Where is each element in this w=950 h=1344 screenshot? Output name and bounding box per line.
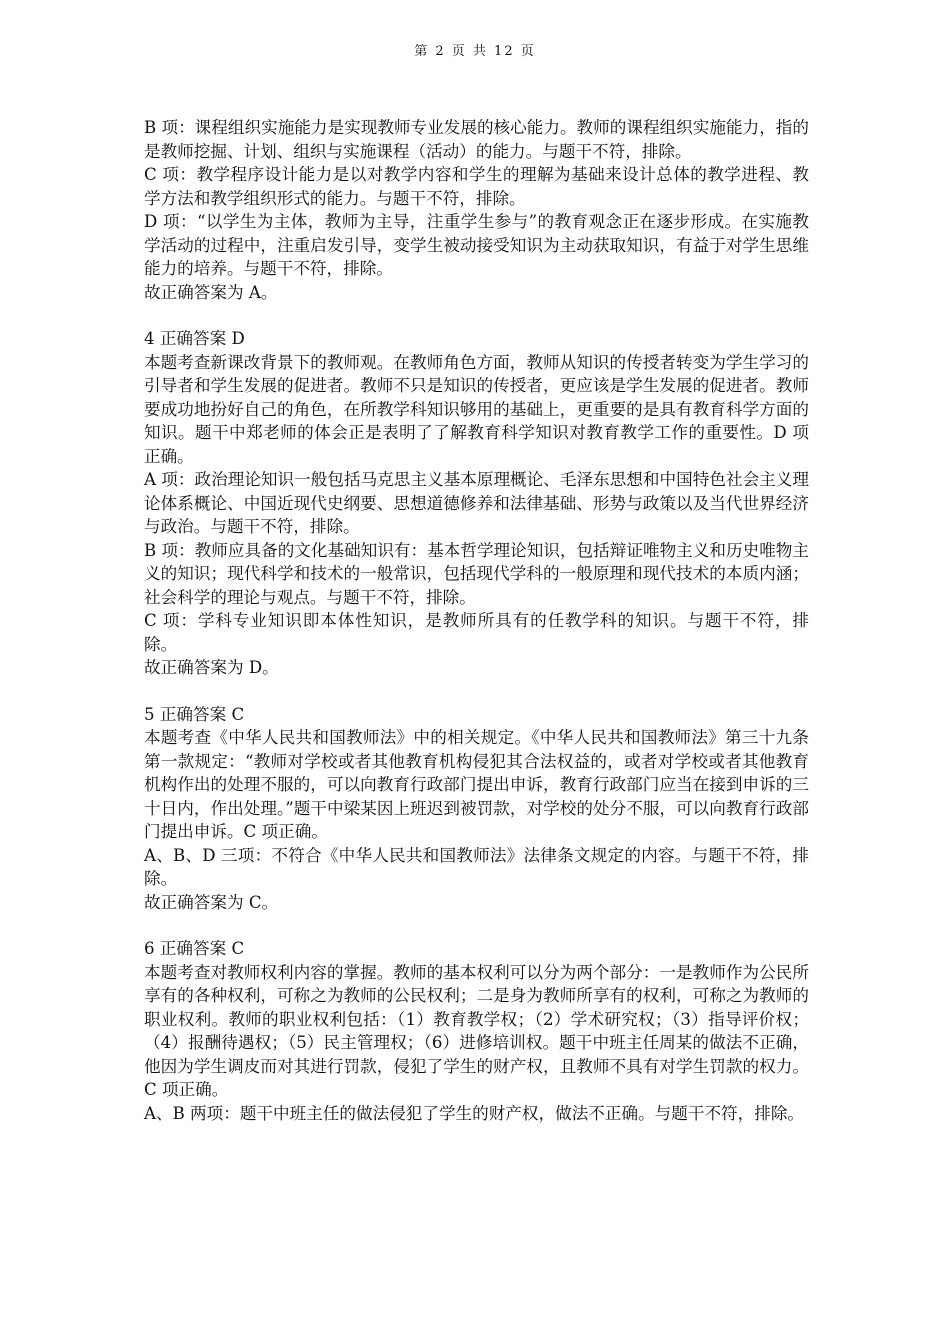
answer-heading: 5 正确答案 C [144, 704, 245, 724]
answer-heading: 4 正确答案 D [144, 329, 245, 348]
paragraph-gap [144, 304, 809, 327]
answer-heading: 6 正确答案 C [144, 939, 245, 958]
paragraph-gap [144, 914, 809, 937]
document-body [144, 116, 809, 1125]
paragraph: A 项：政治理论知识一般包括马克思主义基本原理概论、毛泽东思想和中国特色社会主义理论体系概论、中国近现代史纲要、思想道德修养和法律基础、形势与政策以及当代世界经济与政治。与题干不符，排除。 [144, 470, 809, 536]
page-indicator: 第 2 页 共 12 页 [414, 44, 536, 59]
paragraph: 故正确答案为 C。 [144, 892, 279, 912]
paragraph: A、B、D 三项：不符合《中华人民共和国教师法》法律条文规定的内容。与题干不符，排除。 [144, 845, 809, 888]
paragraph: D 项：“以学生为主体，教师为主导，注重学生参与”的教育观念正在逐步形成。在实施教学活动的过程中，注重启发引导，变学生被动接受知识为主动获取知识，有益于对学生思维能力的培养。与题干不符，排除。 [144, 212, 809, 278]
paragraph: B 项：课程组织实施能力是实现教师专业发展的核心能力。教师的课程组织实施能力，指的是教师挖掘、计划、组织与实施课程（活动）的能力。与题干不符，排除。 [144, 118, 809, 161]
paragraph: A、B 两项：题干中班主任的做法侵犯了学生的财产权，做法不正确。与题干不符，排除。 [144, 1103, 805, 1123]
paragraph: C 项：教学程序设计能力是以对教学内容和学生的理解为基础来设计总体的教学进程、教学方法和教学组织形式的能力。与题干不符，排除。 [144, 165, 809, 208]
paragraph: 本题考查《中华人民共和国教师法》中的相关规定。《中华人民共和国教师法》第三十九条第一款规定：“教师对学校或者其他教育机构侵犯其合法权益的，或者对学校或者其他教育机构作出的处理不服的，可以向教育行政部门提出申诉，教育行政部门应当在接到申诉的三十日内，作出处理。”题干中梁某因上班迟到被罚款，对学校的处分不服，可以向教育行政部门提出申诉。C 项正确。 [144, 728, 809, 841]
paragraph: C 项：学科专业知识即本体性知识，是教师所具有的任教学科的知识。与题干不符，排除。 [144, 611, 809, 654]
paragraph: 本题考查对教师权利内容的掌握。教师的基本权利可以分为两个部分：一是教师作为公民所享有的各种权利，可称之为教师的公民权利；二是身为教师所享有的权利，可称之为教师的职业权利。教师的职业权利包括：（1）教育教学权；（2）学术研究权；（3）指导评价权；（4）报酬待遇权；（5）民主管理权；（6）进修培训权。题干中班主任周某的做法不正确，他因为学生调皮而对其进行罚款，侵犯了学生的财产权，且教师不具有对学生罚款的权力。C 项正确。 [144, 962, 809, 1099]
paragraph: 本题考查新课改背景下的教师观。在教师角色方面，教师从知识的传授者转变为学生学习的引导者和学生发展的促进者。教师不只是知识的传授者，更应该是学生发展的促进者。教师要成功地扮好自己的角色，在所教学科知识够用的基础上，更重要的是具有教育科学方面的知识。题干中郑老师的体会正是表明了了解教育科学知识对教育教学工作的重要性。D 项正确。 [144, 352, 809, 466]
paragraph: B 项：教师应具备的文化基础知识有：基本哲学理论知识，包括辩证唯物主义和历史唯物主义的知识；现代科学和技术的一般常识，包括现代学科的一般原理和现代技术的本质内涵；社会科学的理论与观点。与题干不符，排除。 [144, 540, 809, 607]
paragraph: 故正确答案为 A。 [144, 282, 278, 302]
page-header [0, 44, 950, 60]
paragraph: 故正确答案为 D。 [144, 658, 279, 677]
paragraph-gap [144, 680, 809, 703]
